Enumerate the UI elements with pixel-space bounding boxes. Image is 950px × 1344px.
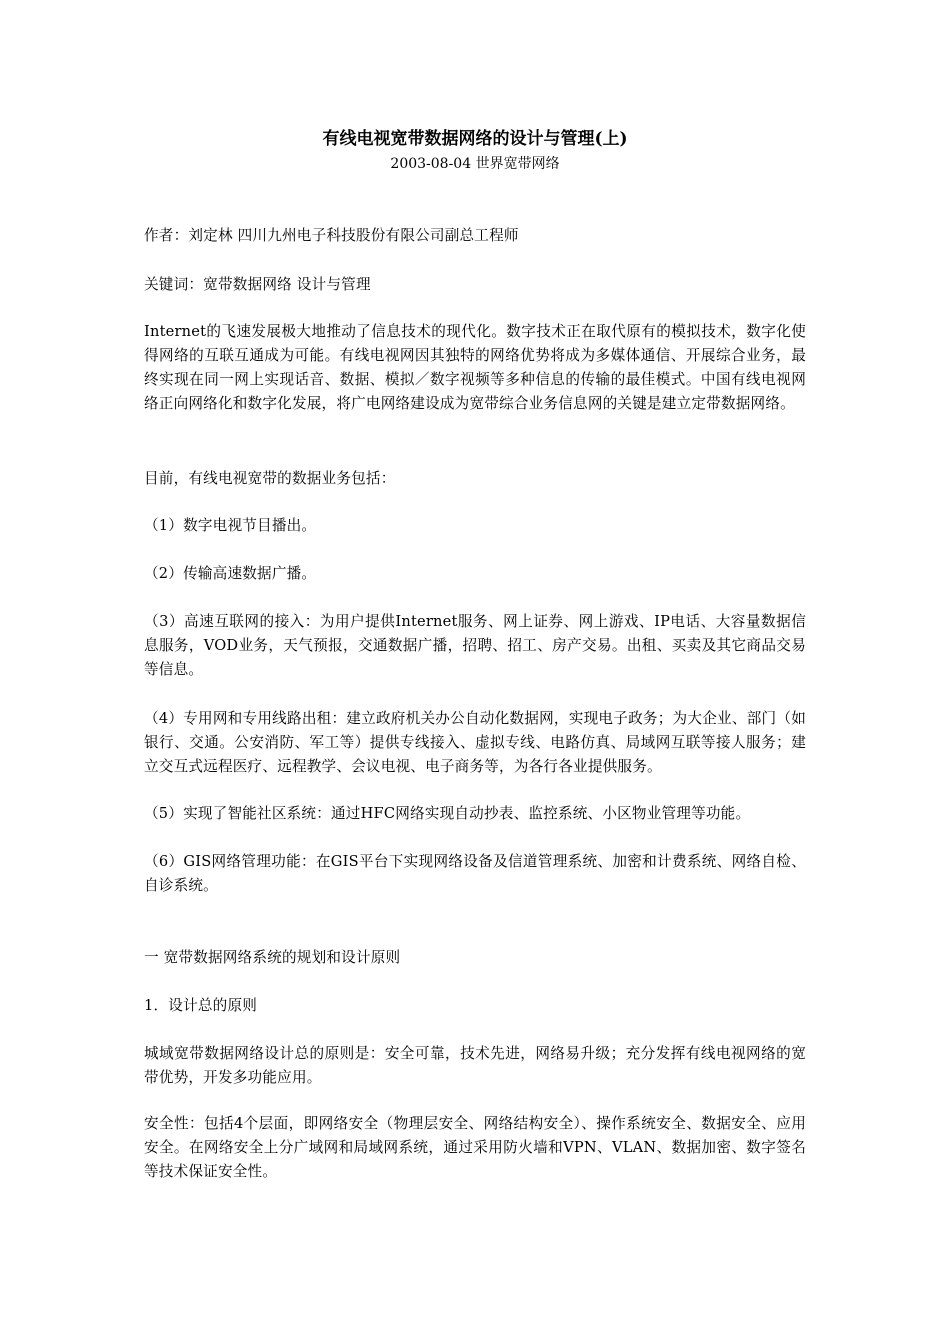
service-item: （1）数字电视节目播出。: [144, 517, 317, 534]
service-item: （4）专用网和专用线路出租：建立政府机关办公自动化数据网，实现电子政务；为大企业、部门（如银行、交通。公安消防、军工等）提供专线接入、虚拟专线、电路仿真、局域网互联等接人服务；建立交互式远程医疗、远程教学、会议电视、电子商务等，为各行各业提供服务。: [144, 710, 806, 775]
service-item: （5）实现了智能社区系统：通过HFC网络实现自动抄表、监控系统、小区物业管理等功能。: [144, 805, 751, 822]
article-meta: 2003-08-04 世界宽带网络: [390, 156, 560, 172]
subsection-heading: 1．设计总的原则: [144, 997, 258, 1014]
intro-paragraph: Internet的飞速发展极大地推动了信息技术的现代化。数字技术正在取代原有的模拟技术，数字化使得网络的互联互通成为可能。有线电视网因其独特的网络优势将成为多媒体通信、开展综合业务，最终实现在同一网上实现话音、数据、模拟／数字视频等多种信息的传输的最佳模式。中国有线电视网络正向网络化和数字化发展，将广电网络建设成为宽带综合业务信息网的关键是建立定带数据网络。: [144, 323, 806, 412]
article-title: 有线电视宽带数据网络的设计与管理(上): [322, 129, 628, 149]
services-intro: 目前，有线电视宽带的数据业务包括：: [144, 470, 396, 487]
service-item: （3）高速互联网的接入：为用户提供Internet服务、网上证券、网上游戏、IP电话、大容量数据信息服务，VOD业务，天气预报，交通数据广播，招聘、招工、房产交易。出租、买卖及其它商品交易等信息。: [144, 613, 806, 678]
author-line: 作者：刘定林 四川九州电子科技股份有限公司副总工程师: [144, 227, 519, 244]
security-paragraph: 安全性：包括4个层面，即网络安全（物理层安全、网络结构安全）、操作系统安全、数据安全、应用安全。在网络安全上分广域网和局域网系统，通过采用防火墙和VPN、VLAN、数据加密、数字签名等技术保证安全性。: [144, 1115, 806, 1180]
section-heading: 一 宽带数据网络系统的规划和设计原则: [144, 949, 401, 966]
service-item: （6）GIS网络管理功能：在GIS平台下实现网络设备及信道管理系统、加密和计费系统、网络自检、自诊系统。: [144, 853, 806, 894]
keywords-line: 关键词：宽带数据网络 设计与管理: [144, 276, 371, 293]
service-item: （2）传输高速数据广播。: [144, 565, 317, 582]
principle-paragraph: 城域宽带数据网络设计总的原则是：安全可靠，技术先进，网络易升级；充分发挥有线电视网络的宽带优势，开发多功能应用。: [144, 1045, 806, 1086]
